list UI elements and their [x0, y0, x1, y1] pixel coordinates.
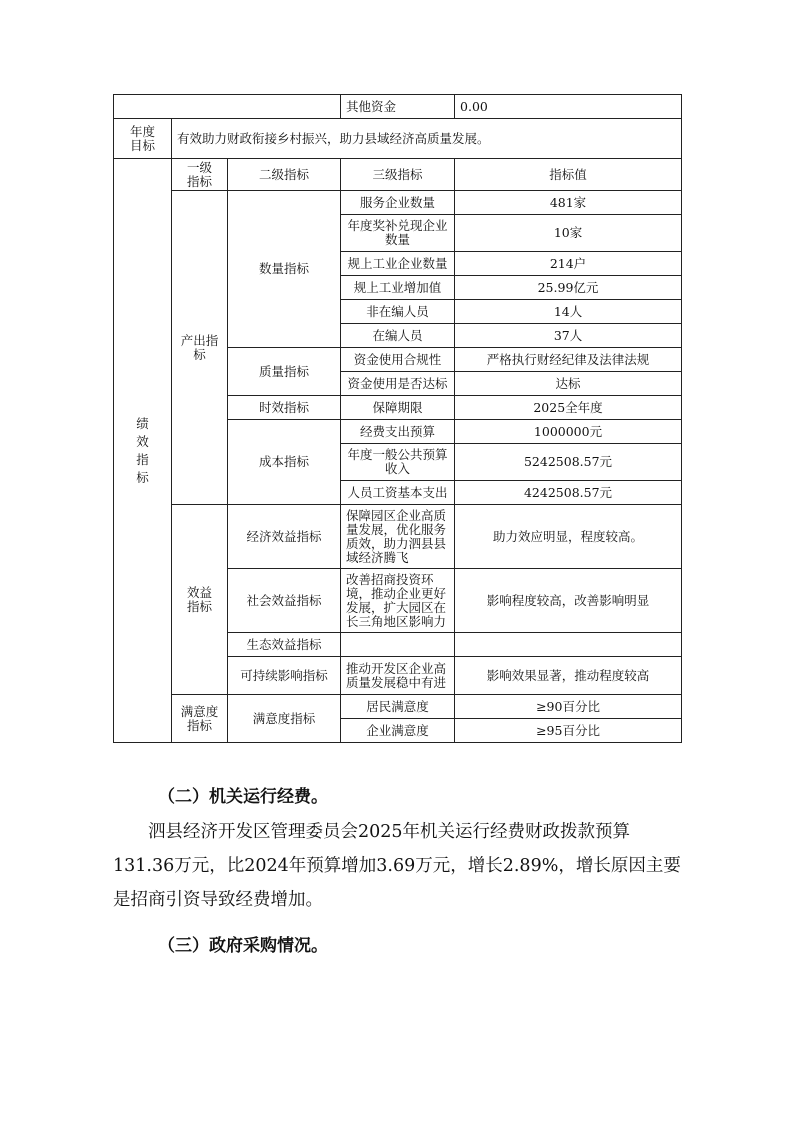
other-funds-value: 0.00 [455, 95, 682, 119]
indicator-value: 5242508.57元 [455, 444, 682, 481]
indicator-value: 1000000元 [455, 420, 682, 444]
indicator-name: 资金使用是否达标 [341, 372, 455, 396]
indicator-name: 改善招商投资环境，推动企业更好发展，扩大园区在长三角地区影响力 [341, 569, 455, 633]
quantity-indicator-label: 数量指标 [228, 191, 341, 348]
indicator-name: 服务企业数量 [341, 191, 455, 215]
indicator-value: 严格执行财经纪律及法律法规 [455, 348, 682, 372]
table-row [114, 505, 682, 569]
indicator-value: 37人 [455, 324, 682, 348]
header-level1-text: 一级 指标 [186, 159, 212, 189]
section-2-body: 泗县经济开发区管理委员会2025年机关运行经费财政拨款预算131.36万元，比2024年预算增加3.69万元，增长2.89%，增长原因主要是招商引资导致经费增加。 [113, 822, 681, 910]
cost-indicator-label: 成本指标 [228, 420, 341, 505]
indicator-value: ≥90百分比 [455, 695, 682, 719]
annual-goal-label-text: 年度 目标 [129, 123, 155, 153]
indicator-name: 在编人员 [341, 324, 455, 348]
output-indicator-label [172, 191, 228, 505]
annual-goal-text: 有效助力财政衔接乡村振兴，助力县域经济高质量发展。 [172, 119, 682, 159]
satisfaction-level1-label [172, 695, 228, 743]
table-row [114, 695, 682, 719]
section-3-heading: （三）政府采购情况。 [158, 936, 328, 956]
indicator-name: 人员工资基本支出 [341, 481, 455, 505]
economic-benefit-label: 经济效益指标 [228, 505, 341, 569]
indicator-name: 保障园区企业高质量发展，优化服务质效，助力泗县县域经济腾飞 [341, 505, 455, 569]
table-row [114, 119, 682, 159]
indicator-name: 规上工业增加值 [341, 276, 455, 300]
indicator-value: 10家 [455, 215, 682, 252]
indicator-name: 居民满意度 [341, 695, 455, 719]
indicator-value: 481家 [455, 191, 682, 215]
table-row [114, 191, 682, 215]
indicator-value: 达标 [455, 372, 682, 396]
satisfaction-l1-text: 满意度 指标 [180, 703, 219, 733]
empty-cell [114, 95, 341, 119]
social-benefit-label: 社会效益指标 [228, 569, 341, 633]
indicator-value: 4242508.57元 [455, 481, 682, 505]
indicator-name: 企业满意度 [341, 719, 455, 743]
benefit-label-text: 效益 指标 [186, 584, 212, 614]
table-row [114, 159, 682, 191]
benefit-indicator-label [172, 505, 228, 695]
sustainable-impact-label: 可持续影响指标 [228, 657, 341, 695]
header-level3: 三级指标 [341, 159, 455, 191]
indicator-value: 助力效应明显，程度较高。 [455, 505, 682, 569]
header-value: 指标值 [455, 159, 682, 191]
output-label-text: 产出指 标 [180, 332, 219, 362]
performance-table [113, 94, 682, 743]
indicator-value: 影响程度较高，改善影响明显 [455, 569, 682, 633]
other-funds-label: 其他资金 [341, 95, 455, 119]
performance-label-text: 绩 效 指 标 [136, 415, 149, 485]
indicator-name: 资金使用合规性 [341, 348, 455, 372]
ecological-benefit-label: 生态效益指标 [228, 633, 341, 657]
indicator-name: 规上工业企业数量 [341, 252, 455, 276]
indicator-value: 2025全年度 [455, 396, 682, 420]
indicator-name: 年度一般公共预算收入 [341, 444, 455, 481]
annual-goal-label [114, 119, 172, 159]
header-level2: 二级指标 [228, 159, 341, 191]
indicator-value: 214户 [455, 252, 682, 276]
indicator-value [455, 633, 682, 657]
indicator-name: 非在编人员 [341, 300, 455, 324]
indicator-value: ≥95百分比 [455, 719, 682, 743]
indicator-name: 保障期限 [341, 396, 455, 420]
performance-indicator-label [114, 159, 172, 743]
quality-indicator-label: 质量指标 [228, 348, 341, 396]
indicator-name: 推动开发区企业高质量发展稳中有进 [341, 657, 455, 695]
indicator-name: 经费支出预算 [341, 420, 455, 444]
indicator-value: 14人 [455, 300, 682, 324]
indicator-name: 年度奖补兑现企业数量 [341, 215, 455, 252]
satisfaction-level2-label: 满意度指标 [228, 695, 341, 743]
indicator-value: 25.99亿元 [455, 276, 682, 300]
header-level1 [172, 159, 228, 191]
indicator-name [341, 633, 455, 657]
indicator-value: 影响效果显著，推动程度较高 [455, 657, 682, 695]
section-2-heading: （二）机关运行经费。 [158, 787, 328, 807]
timeliness-indicator-label: 时效指标 [228, 396, 341, 420]
table-row [114, 95, 682, 119]
